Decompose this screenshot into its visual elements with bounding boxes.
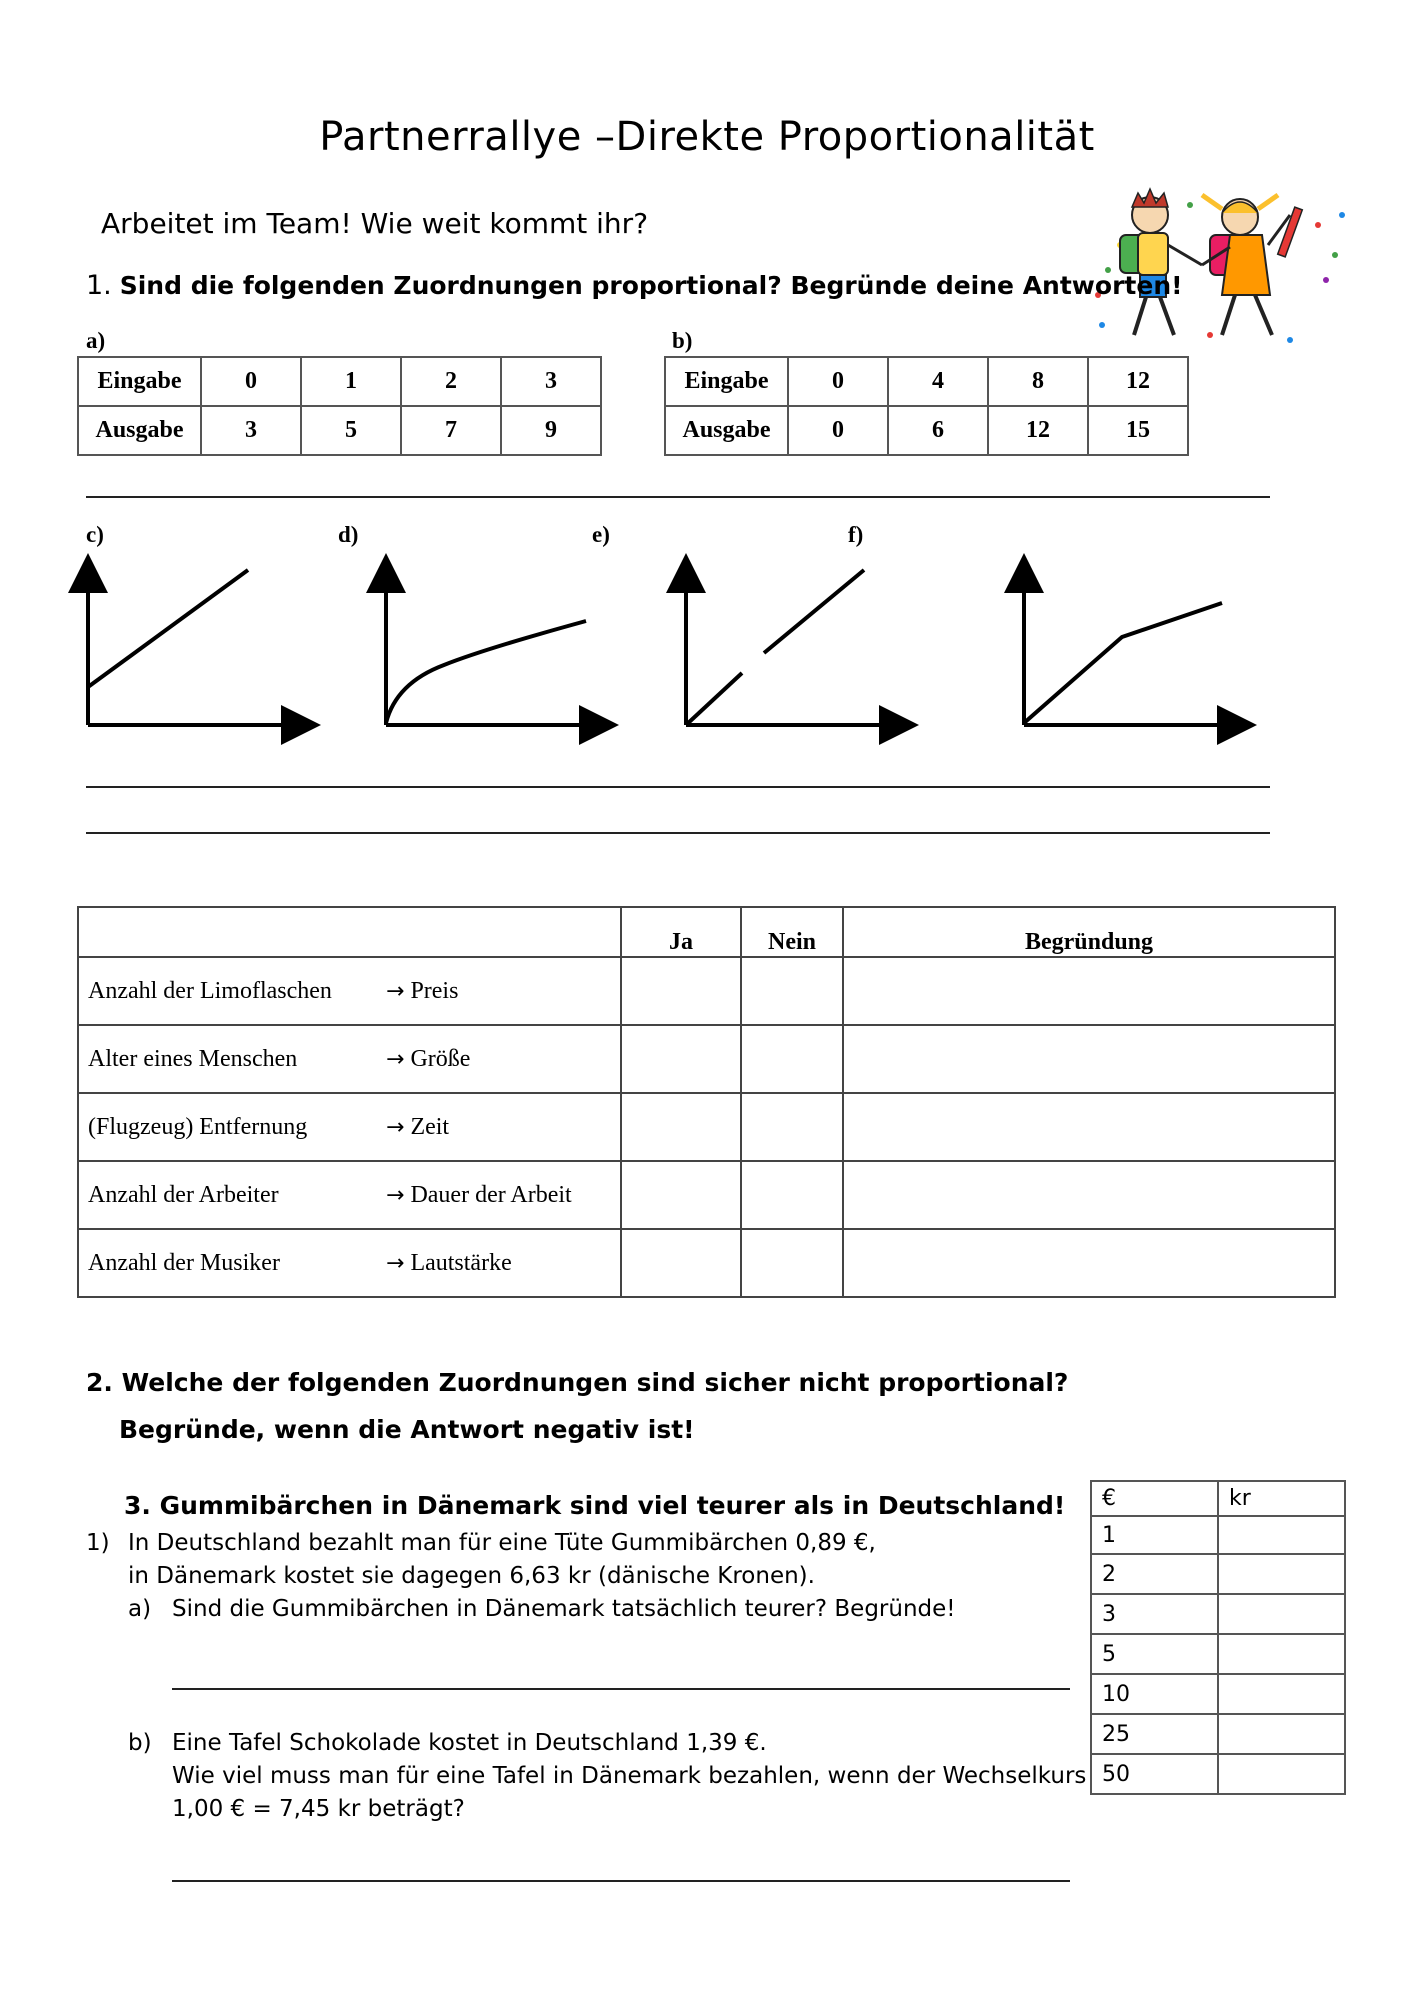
page-title: Partnerrallye –Direkte Proportionalität [319, 114, 1095, 160]
row-from: Alter eines Menschen [88, 1045, 298, 1072]
ja-cell[interactable] [621, 1093, 741, 1161]
value-table-a [77, 356, 602, 456]
question-2: 2. Welche der folgenden Zuordnungen sind sicher nicht proportional? [86, 1368, 1069, 1397]
header-nein: Nein [741, 907, 843, 957]
euro-cell: 1 [1091, 1516, 1218, 1554]
proportionality-table [77, 906, 1336, 1298]
kr-cell[interactable] [1218, 1714, 1345, 1754]
item-number: 1) [86, 1530, 110, 1556]
table-b-cell: 15 [1088, 406, 1188, 455]
children-illustration [1090, 185, 1350, 350]
table-b-cell: 0 [788, 357, 888, 406]
header-ja: Ja [621, 907, 741, 957]
sub-b-line-1: Eine Tafel Schokolade kostet in Deutschland 1,39 €. [172, 1730, 767, 1756]
arrow-icon: → [386, 1250, 405, 1276]
nein-cell[interactable] [741, 1161, 843, 1229]
table-a-cell: 2 [401, 357, 501, 406]
table-a-cell: 9 [501, 406, 601, 455]
arrow-icon: → [386, 1114, 405, 1140]
girl-figure [1202, 195, 1302, 335]
table-b-cell: 8 [988, 357, 1088, 406]
label-e: e) [592, 522, 610, 547]
table-a-cell: 3 [501, 357, 601, 406]
nein-cell[interactable] [741, 957, 843, 1025]
ja-cell[interactable] [621, 1025, 741, 1093]
graph-curve [386, 621, 586, 723]
table-row [78, 1161, 1335, 1229]
table-a-row2-label: Ausgabe [78, 406, 201, 455]
row-to: Dauer der Arbeit [410, 1181, 572, 1208]
row-to: Preis [410, 977, 459, 1004]
arrow-icon: → [386, 978, 405, 1004]
kr-cell[interactable] [1218, 1516, 1345, 1554]
begruendung-cell[interactable] [843, 1025, 1335, 1093]
graph-line-segment-2 [764, 570, 864, 653]
intro-text: Arbeitet im Team! Wie weit kommt ihr? [101, 207, 649, 240]
nein-cell[interactable] [741, 1093, 843, 1161]
question-2-instruction: Begründe, wenn die Antwort negativ ist! [119, 1415, 695, 1444]
table-row [78, 1093, 1335, 1161]
table-b-row2-label: Ausgabe [665, 406, 788, 455]
table-b-cell: 0 [788, 406, 888, 455]
begruendung-cell[interactable] [843, 1229, 1335, 1297]
graph-d [374, 565, 614, 740]
kr-cell[interactable] [1218, 1674, 1345, 1714]
table-a-cell: 3 [201, 406, 301, 455]
table-a-cell: 5 [301, 406, 401, 455]
euro-cell: 25 [1091, 1714, 1218, 1754]
graph-line [88, 570, 248, 687]
row-from: Anzahl der Musiker [88, 1249, 280, 1276]
euro-cell: 50 [1091, 1754, 1218, 1794]
ja-cell[interactable] [621, 1161, 741, 1229]
question-1 [86, 270, 1183, 301]
header-begruendung: Begründung [843, 907, 1335, 957]
euro-cell: 10 [1091, 1674, 1218, 1714]
table-row [78, 1229, 1335, 1297]
kr-cell[interactable] [1218, 1634, 1345, 1674]
kr-cell[interactable] [1218, 1554, 1345, 1594]
currency-conversion-table [1090, 1480, 1346, 1795]
begruendung-cell[interactable] [843, 957, 1335, 1025]
row-to: Größe [410, 1045, 471, 1072]
ja-cell[interactable] [621, 957, 741, 1025]
row-from: Anzahl der Limoflaschen [88, 977, 332, 1004]
table-b-cell: 12 [1088, 357, 1188, 406]
sub-b-line-2: Wie viel muss man für eine Tafel in Dänemark bezahlen, wenn der Wechselkurs [172, 1763, 1087, 1789]
graph-line-segment-1 [686, 673, 742, 725]
table-b-cell: 4 [888, 357, 988, 406]
table-a-cell: 7 [401, 406, 501, 455]
graph-f [1012, 565, 1252, 740]
sub-b-number: b) [128, 1730, 152, 1756]
label-d: d) [338, 522, 359, 547]
graph-c [76, 565, 316, 740]
label-b: b) [672, 328, 693, 353]
label-c: c) [86, 522, 104, 547]
graph-e [674, 565, 914, 740]
table-row [78, 957, 1335, 1025]
graph-line [1024, 603, 1222, 723]
table-b-row1-label: Eingabe [665, 357, 788, 406]
row-to: Lautstärke [410, 1249, 512, 1276]
label-a: a) [86, 328, 106, 353]
begruendung-cell[interactable] [843, 1161, 1335, 1229]
euro-cell: 5 [1091, 1634, 1218, 1674]
row-from: Anzahl der Arbeiter [88, 1181, 279, 1208]
nein-cell[interactable] [741, 1025, 843, 1093]
table-b-cell: 6 [888, 406, 988, 455]
header-empty [78, 907, 621, 957]
item-line-1: In Deutschland bezahlt man für eine Tüte Gummibärchen 0,89 €, [128, 1530, 876, 1556]
sub-b-line-3: 1,00 € = 7,45 kr beträgt? [172, 1796, 465, 1822]
table-a-cell: 1 [301, 357, 401, 406]
answer-line [86, 832, 1270, 834]
answer-line [86, 496, 1270, 498]
nein-cell[interactable] [741, 1229, 843, 1297]
row-to: Zeit [410, 1113, 450, 1140]
kr-cell[interactable] [1218, 1754, 1345, 1794]
answer-line [172, 1880, 1070, 1882]
euro-cell: 3 [1091, 1594, 1218, 1634]
question-1-number: 1. [86, 270, 112, 301]
begruendung-cell[interactable] [843, 1093, 1335, 1161]
label-f: f) [848, 522, 864, 547]
header-euro: € [1091, 1481, 1218, 1516]
table-a-cell: 0 [201, 357, 301, 406]
ja-cell[interactable] [621, 1229, 741, 1297]
answer-line [172, 1688, 1070, 1690]
kr-cell[interactable] [1218, 1594, 1345, 1634]
arrow-icon: → [386, 1182, 405, 1208]
euro-cell: 2 [1091, 1554, 1218, 1594]
table-b-cell: 12 [988, 406, 1088, 455]
question-1-text: Sind die folgenden Zuordnungen proportional? Begründe deine Antworten! [119, 271, 1183, 300]
header-kr: kr [1218, 1481, 1345, 1516]
table-row [78, 1025, 1335, 1093]
table-a-row1-label: Eingabe [78, 357, 201, 406]
boy-figure [1120, 189, 1202, 335]
sub-a-text: Sind die Gummibärchen in Dänemark tatsächlich teurer? Begründe! [172, 1596, 956, 1622]
item-line-2: in Dänemark kostet sie dagegen 6,63 kr (dänische Kronen). [128, 1563, 815, 1589]
row-from: (Flugzeug) Entfernung [88, 1113, 308, 1140]
question-3-heading: 3. Gummibärchen in Dänemark sind viel teurer als in Deutschland! [124, 1491, 1066, 1520]
answer-line [86, 786, 1270, 788]
arrow-icon: → [386, 1046, 405, 1072]
sub-a-number: a) [128, 1596, 152, 1622]
value-table-b [664, 356, 1189, 456]
